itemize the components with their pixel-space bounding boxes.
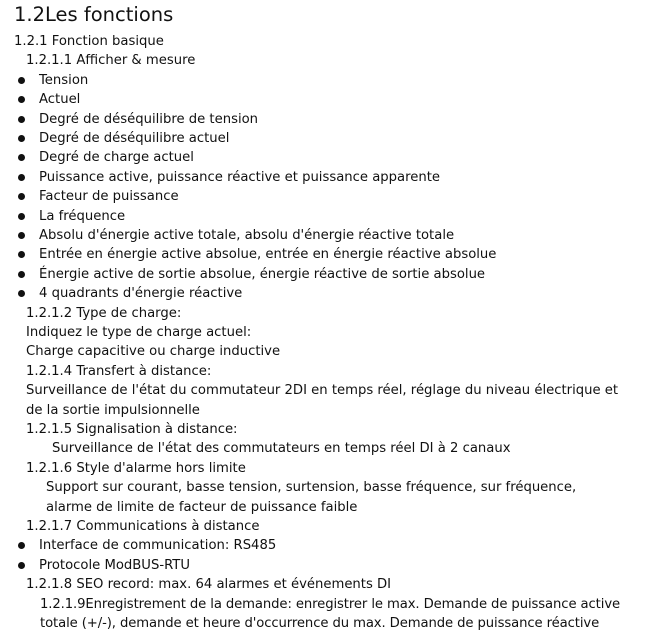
- bullet-icon: [18, 542, 25, 549]
- heading-1-2-1-7: 1.2.1.7 Communications à distance: [26, 519, 260, 534]
- heading-1-2-1-1: 1.2.1.1 Afficher & mesure: [26, 53, 196, 69]
- heading-1-2-1-5: 1.2.1.5 Signalisation à distance:: [26, 422, 238, 437]
- bullet-icon: [18, 251, 25, 258]
- bullet-icon: [18, 116, 25, 123]
- heading-1-2-1-6: 1.2.1.6 Style d'alarme hors limite: [26, 460, 246, 476]
- bullet-icon: [18, 232, 25, 239]
- bullet-icon: [18, 290, 25, 297]
- bullet-icon: [18, 77, 25, 84]
- paragraph-line: Surveillance de l'état du commutateur 2DI en temps réel, réglage du niveau électrique et: [26, 383, 619, 399]
- paragraph-line: totale (+/-), demande et heure d'occurrence du max. Demande de puissance réactive: [40, 616, 600, 631]
- heading-1-2-1-4: 1.2.1.4 Transfert à distance:: [26, 363, 212, 379]
- bullet-icon: [18, 96, 25, 103]
- bullet-icon: [18, 193, 25, 200]
- paragraph-line: Surveillance de l'état des commutateurs en temps réel DI à 2 canaux: [52, 441, 511, 457]
- heading-1-2-1-2: 1.2.1.2 Type de charge:: [26, 305, 182, 321]
- paragraph-line: 1.2.1.9Enregistrement de la demande: enregistrer le max. Demande de puissance active: [40, 596, 621, 612]
- paragraph-line: Charge capacitive ou charge inductive: [26, 344, 281, 360]
- bullet-icon: [18, 174, 25, 181]
- document-page: 1.2Les fonctions 1.2.1 Fonction basique 1.2.1.1 Afficher & mesure Tension Actuel Degré de déséquilibre de tension Degré de déséquilibre actuel Degré de charge actuel Puissance active, puissance réactive et puissance apparente Facteur de puissance La fréquence Absolu d'énergie active totale, absolu d'énergie réactive totale Entrée en énergie active absolue, entrée en énergie réactive absolue Énergie active de sortie absolue, énergie réactive de sortie absolue 4 quadrants d'énergie réactive 1.2.1.2 Type de charge: Indiquez le type de charge actuel: Charge capacitive ou charge inductive 1.2.1.4 Transfert à distance: Surveillance de l'état du commutateur 2DI en temps réel, réglage du niveau électrique et de la sortie impulsionnelle 1.2.1.5 Signalisation à distance: Surveillance de l'état des commutateurs en temps réel DI à 2 canaux 1.2.1.6 Style d'alarme hors limite Support sur courant, basse tension, surtension, basse fréquence, sur fréquence, alarme de limite de facteur de puissance faible 1.2.1.7 Communications à distance Interface de communication: RS485 Protocole ModBUS-RTU 1.2.1.8 SEO record: max. 64 alarmes et événements DI 1.2.1.9Enregistrement de la demande: enregistrer le max. Demande de puissance active totale (+/-), demande et heure d'occurrence du max. Demande de puissance réactive: [0, 0, 645, 643]
- heading-1-2-1: 1.2.1 Fonction basique: [14, 34, 164, 49]
- bullet-icon: [18, 213, 25, 220]
- paragraph-line: Support sur courant, basse tension, surtension, basse fréquence, sur fréquence,: [46, 480, 577, 496]
- paragraph-line: Indiquez le type de charge actuel:: [26, 325, 252, 340]
- section-title: 1.2Les fonctions: [14, 3, 174, 26]
- paragraph-line: alarme de limite de facteur de puissance faible: [46, 499, 358, 515]
- bullet-icon: [18, 271, 25, 278]
- bullet-icon: [18, 135, 25, 142]
- bullet-icon: [18, 154, 25, 161]
- paragraph-line: de la sortie impulsionnelle: [26, 402, 200, 418]
- heading-1-2-1-8: 1.2.1.8 SEO record: max. 64 alarmes et événements DI: [26, 577, 392, 593]
- bullet-icon: [18, 562, 25, 569]
